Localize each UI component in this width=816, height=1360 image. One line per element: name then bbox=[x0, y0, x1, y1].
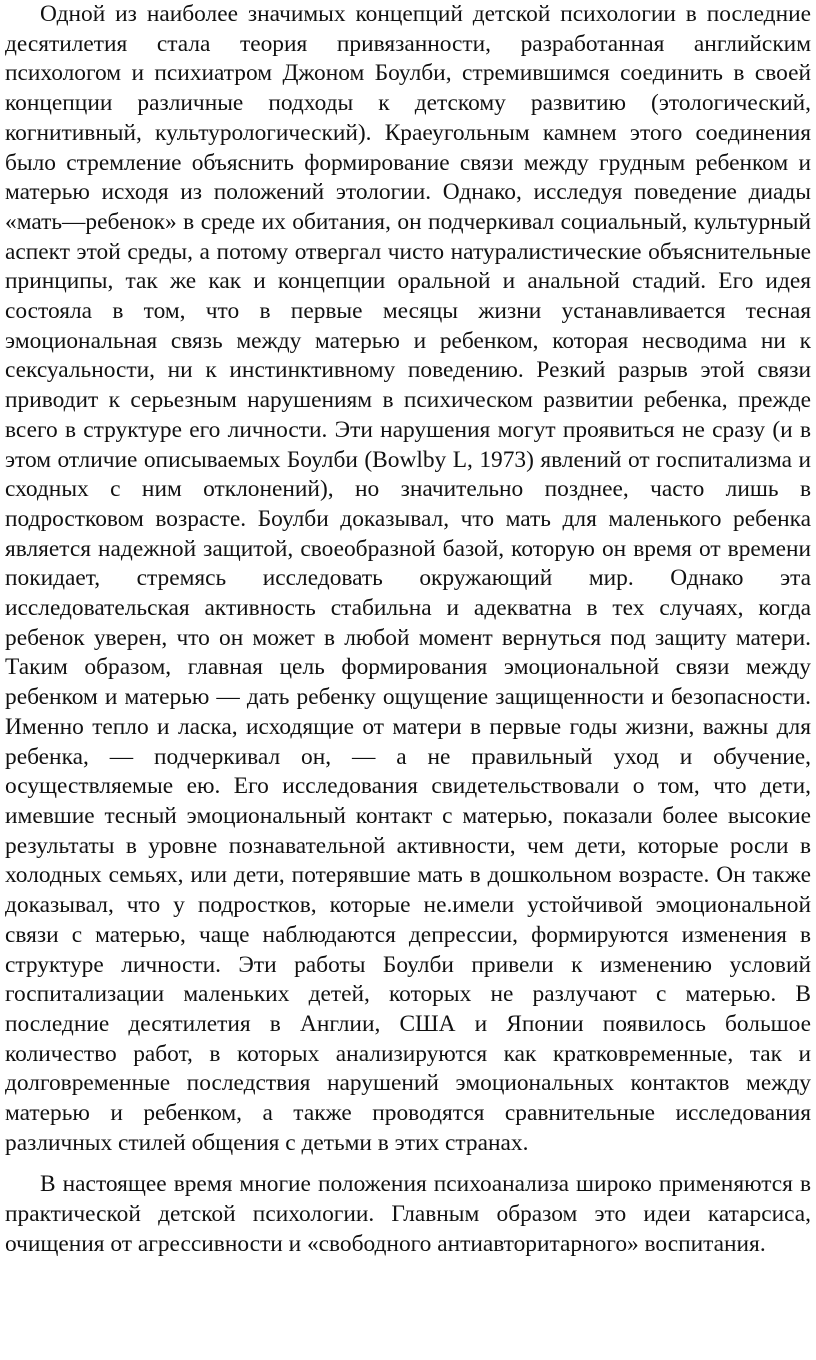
document-page bbox=[5, 0, 811, 1260]
paragraph-psychoanalysis-practice: В настоящее время многие положения психоанализа широко применяются в практической детской психологии. Главным образом это идеи катарсиса, очищения от агрессивности и «свободного антиавторитарного» воспитания. bbox=[5, 1171, 811, 1257]
paragraph-attachment-theory: Одной из наиболее значимых концепций детской психологии в последние десятилетия стала теория привязанности, разработанная английским психологом и психиатром Джоном Боулби, стремившимся соединить в своей концепции различные подходы к детскому развитию (этологический, когнитивный, культурологический). Краеугольным камнем этого соединения было стремление объяснить формирование связи между грудным ребенком и матерью исходя из положений этологии. Однако, исследуя поведение диады «мать—ребенок» в среде их обитания, он подчеркивал социальный, культурный аспект этой среды, а потому отвергал чисто натуралистические объяснительные принципы, так же как и концепции оральной и анальной стадий. Его идея состояла в том, что в первые месяцы жизни устанавливается тесная эмоциональная связь между матерью и ребенком, которая несводима ни к сексуальности, ни к инстинктивному поведению. Резкий разрыв этой связи приводит к серьезным нарушениям в психическом развитии ребенка, прежде всего в структуре его личности. Эти нарушения могут проявиться не сразу (и в этом отличие описываемых Боулби (Bowlby L, 1973) явлений от госпитализма и сходных с ним отклонений), но значительно позднее, часто лишь в подростковом возрасте. Боулби доказывал, что мать для маленького ребенка является надежной защитой, своеобразной базой, которую он время от времени покидает, стремясь исследовать окружающий мир. Однако эта исследовательская активность стабильна и адекватна в тех случаях, когда ребенок уверен, что он может в любой момент вернуться под защиту матери. Таким образом, главная цель формирования эмоциональной связи между ребенком и матерью — дать ребенку ощущение защищенности и безопасности. Именно тепло и ласка, исходящие от матери в первые годы жизни, важны для ребенка, — подчеркивал он, — а не правильный уход и обучение, осуществляемые ею. Его исследования свидетельствовали о том, что дети, имевшие тесный эмоциональный контакт с матерью, показали более высокие результаты в уровне познавательной активности, чем дети, которые росли в холодных семьях, или дети, потерявшие мать в дошкольном возрасте. Он также доказывал, что у подростков, которые не.имели устойчивой эмоциональной связи с матерью, чаще наблюдаются депрессии, формируются изменения в структуре личности. Эти работы Боулби привели к изменению условий госпитализации маленьких детей, которых не разлучают с матерью. В последние десятилетия в Англии, США и Японии появилось большое количество работ, в которых анализируются как кратковременные, так и долговременные последствия нарушений эмоциональных контактов между матерью и ребенком, а также проводятся сравнительные исследования различных стилей общения с детьми в этих странах. bbox=[5, 1, 811, 1156]
